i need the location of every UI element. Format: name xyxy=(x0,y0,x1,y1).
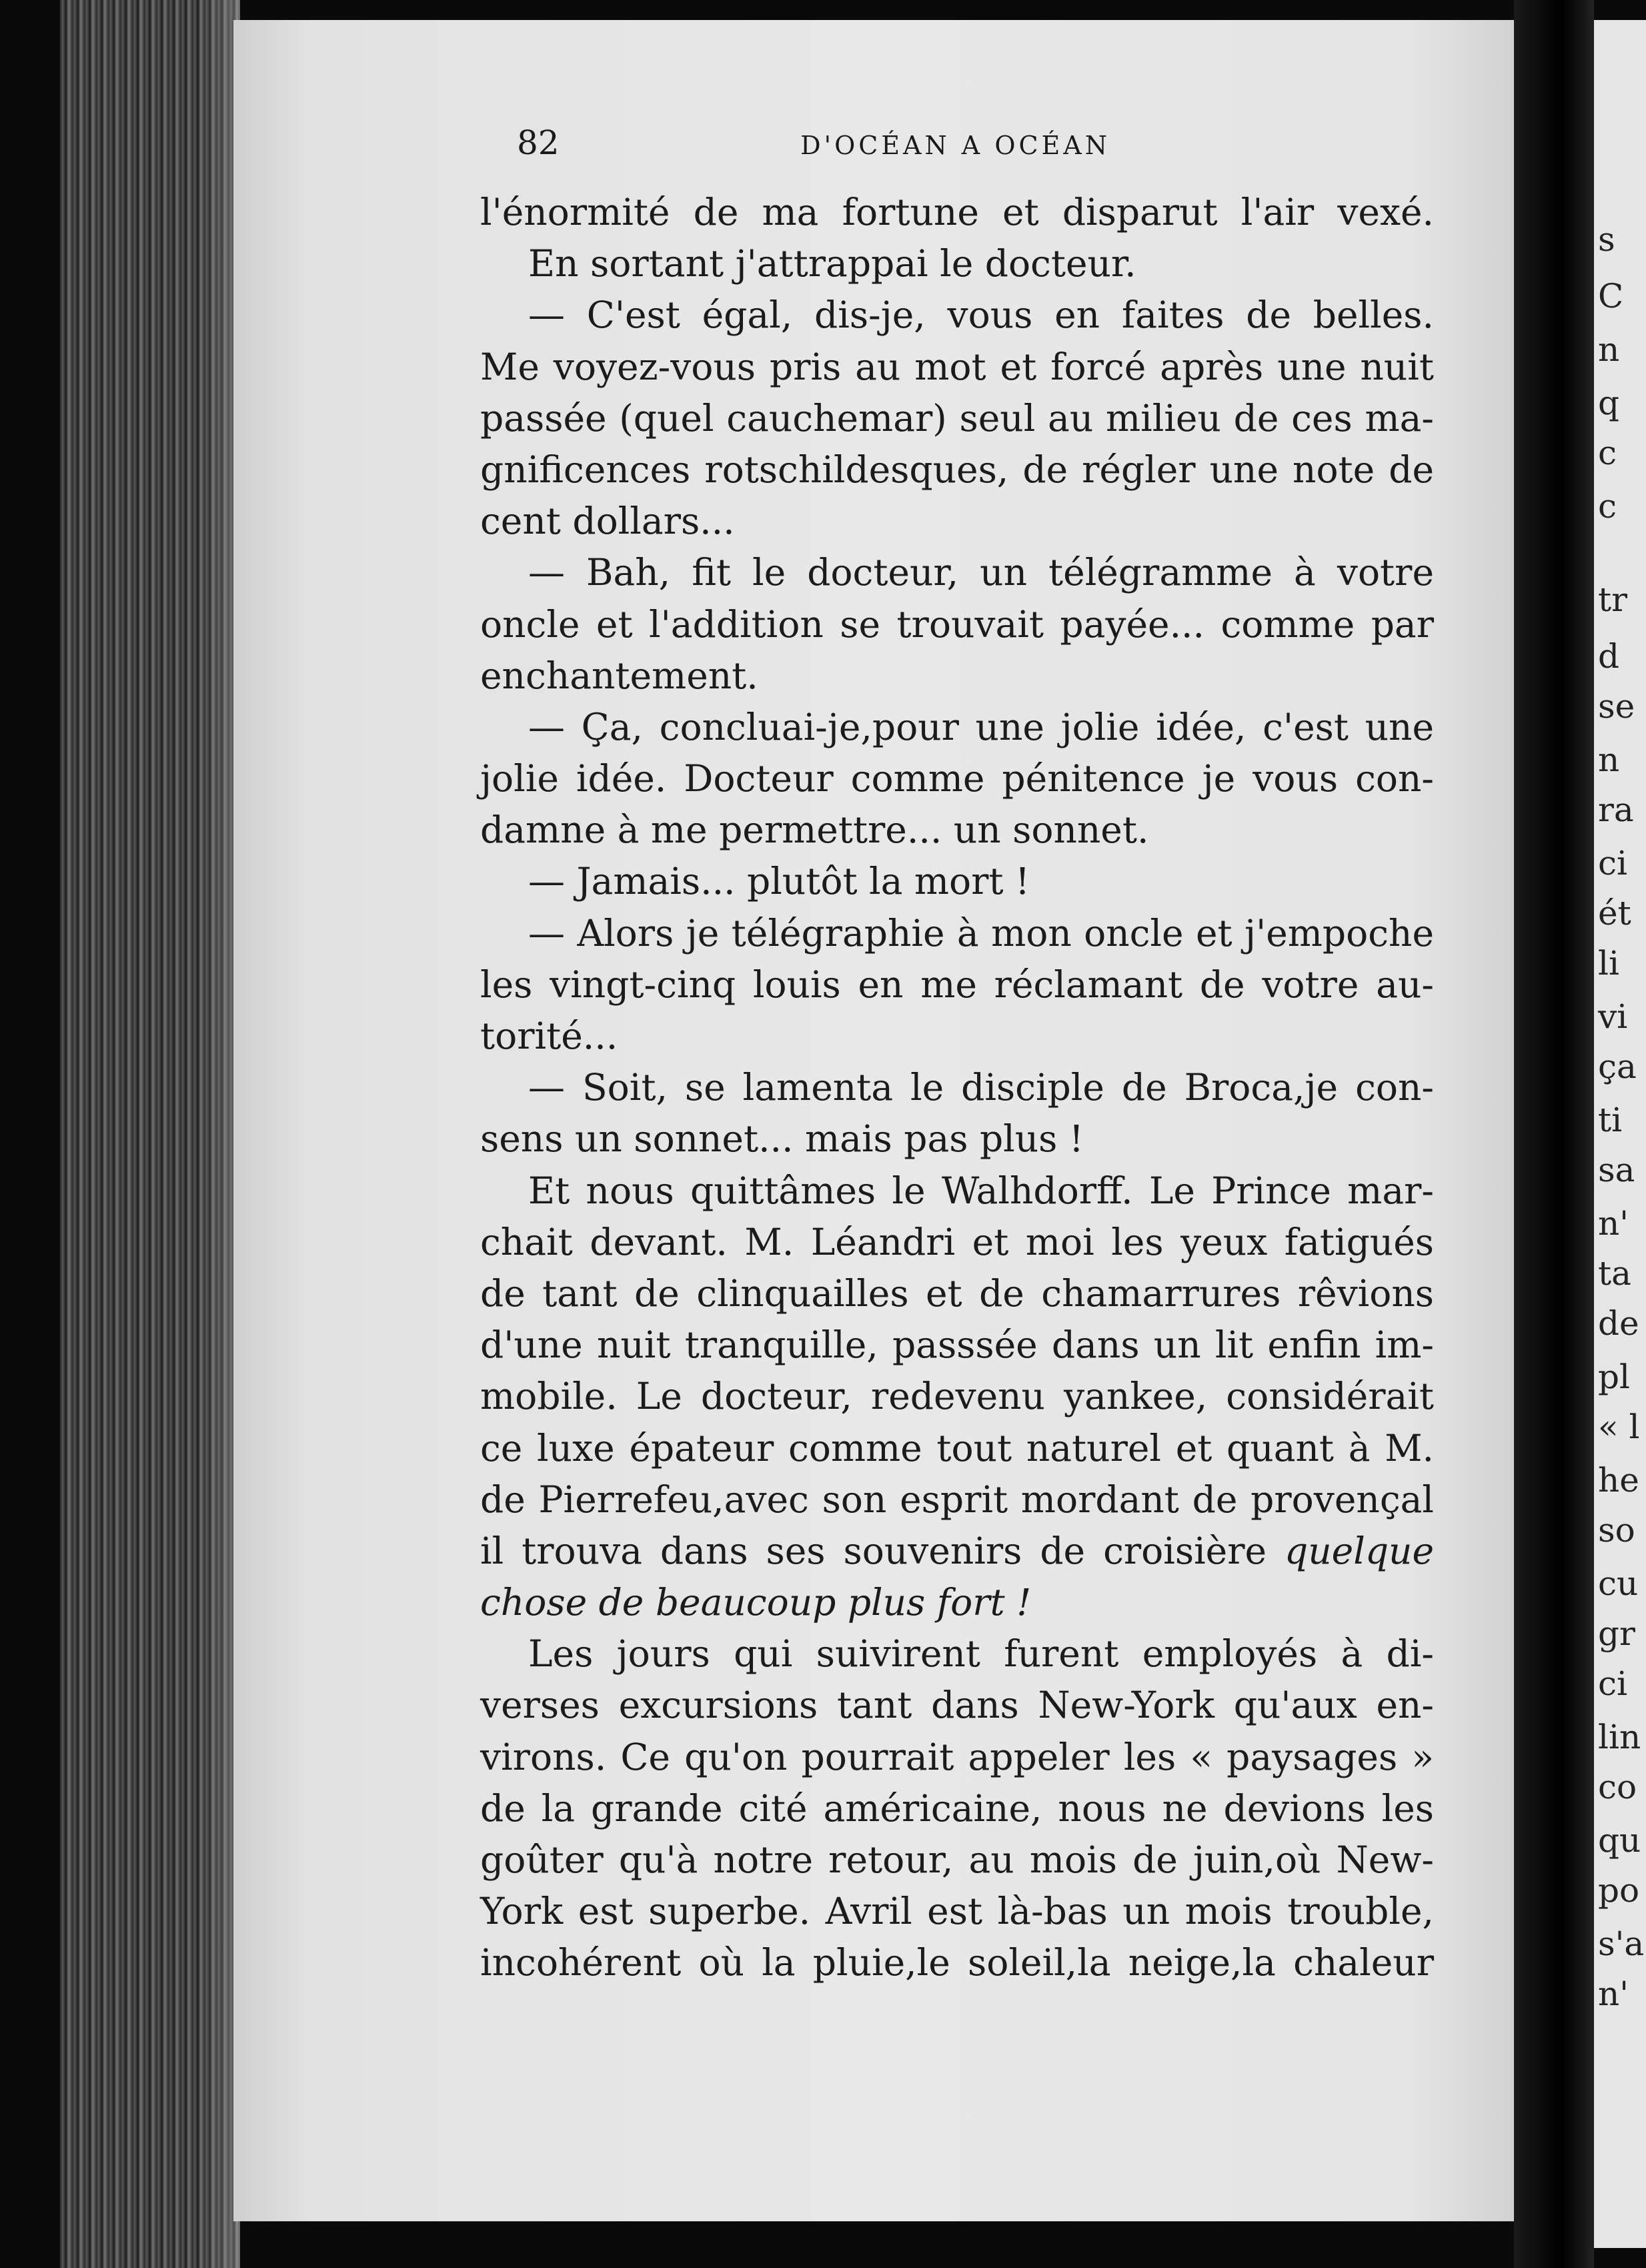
text-line xyxy=(480,1268,1434,1319)
text-line xyxy=(480,753,1434,804)
facing-page-fragment: se xyxy=(1598,687,1635,726)
facing-page-fragment: po xyxy=(1598,1871,1640,1910)
text-line xyxy=(480,187,1434,238)
text-line xyxy=(480,1834,1434,1886)
page-number: 82 xyxy=(517,123,560,162)
facing-page-fragment: sa xyxy=(1598,1151,1635,1189)
text-line xyxy=(480,856,1434,907)
text-line-content: En sortant j'attrappai le docteur. xyxy=(528,242,1136,286)
text-line xyxy=(480,1371,1434,1422)
text-line xyxy=(480,1217,1434,1268)
facing-page-fragment: C xyxy=(1598,277,1624,316)
text-line xyxy=(480,1886,1434,1937)
text-line xyxy=(480,496,1434,547)
text-line xyxy=(480,1526,1434,1577)
text-line-content: — Jamais... plutôt la mort ! xyxy=(528,860,1030,903)
text-line-content: enchantement. xyxy=(480,654,758,697)
text-line xyxy=(480,1319,1434,1371)
text-line xyxy=(480,393,1434,444)
italic-phrase: quelque xyxy=(1285,1529,1434,1572)
text-line-content: Les jours qui suivirent furent employés à di- xyxy=(528,1632,1434,1676)
facing-page-fragment: ta xyxy=(1598,1254,1631,1293)
text-line-content: d'une nuit tranquille, passsée dans un lit enfin im- xyxy=(480,1323,1434,1367)
text-line-content: — Ça, concluai-je,pour une jolie idée, c'est une xyxy=(528,705,1434,748)
text-line-content: Et nous quittâmes le Walhdorff. Le Prince mar- xyxy=(528,1169,1434,1212)
text-line-content: goûter qu'à notre retour, au mois de juin,où New- xyxy=(480,1838,1434,1881)
facing-page-fragment: pl xyxy=(1598,1357,1630,1396)
text-line xyxy=(480,599,1434,650)
text-line xyxy=(480,1474,1434,1526)
text-line xyxy=(480,959,1434,1011)
facing-page-fragment: ça xyxy=(1598,1047,1637,1086)
facing-page-fragment: ti xyxy=(1598,1101,1623,1139)
facing-page-fragment: ét xyxy=(1598,894,1631,933)
facing-page-fragment: so xyxy=(1598,1511,1635,1550)
running-title: D'OCÉAN A OCÉAN xyxy=(800,131,1110,160)
text-line xyxy=(480,1732,1434,1783)
text-line xyxy=(480,444,1434,496)
facing-page-fragment: he xyxy=(1598,1461,1639,1500)
facing-page-fragment: n' xyxy=(1598,1974,1629,2013)
facing-page-fragment: « l xyxy=(1598,1407,1640,1446)
facing-page-fragment: tr xyxy=(1598,580,1627,619)
facing-page-fragment: n xyxy=(1598,330,1620,369)
facing-page-fragment: d xyxy=(1598,637,1620,676)
text-line-content: damne à me permettre... un sonnet. xyxy=(480,808,1149,852)
text-line-content: mobile. Le docteur, redevenu yankee, considérait xyxy=(480,1375,1434,1418)
facing-page-fragment: cu xyxy=(1598,1564,1639,1603)
text-line-content: de tant de clinquailles et de chamarrures rêvions xyxy=(480,1271,1434,1315)
text-line-content: il trouva dans ses souvenirs de croisière xyxy=(480,1529,1267,1572)
text-line xyxy=(480,1680,1434,1731)
facing-page-fragment: n xyxy=(1598,740,1620,779)
text-line-content: — Soit, se lamenta le disciple de Broca,je con- xyxy=(528,1066,1434,1109)
text-line-content: Me voyez-vous pris au mot et forcé après une nuit xyxy=(480,345,1434,388)
text-line-content: de la grande cité américaine, nous ne devions les xyxy=(480,1786,1434,1830)
text-line-content: oncle et l'addition se trouvait payée... comme par xyxy=(480,602,1434,646)
facing-page-fragment: lin xyxy=(1598,1718,1641,1756)
text-line-content: torité... xyxy=(480,1015,618,1057)
facing-page-fragment: qu xyxy=(1598,1821,1641,1860)
body-text xyxy=(480,187,1434,1989)
text-line xyxy=(480,1011,1434,1062)
text-line-content: York est superbe. Avril est là-bas un mois trouble, xyxy=(480,1890,1434,1933)
text-line xyxy=(480,1062,1434,1113)
text-line-content: — Bah, fit le docteur, un télégramme à votre xyxy=(528,551,1434,594)
facing-page-fragment: s'a xyxy=(1598,1924,1645,1963)
text-line xyxy=(480,1113,1434,1165)
facing-page-fragment: c xyxy=(1598,434,1617,472)
text-line xyxy=(480,1577,1434,1628)
facing-page-fragment: c xyxy=(1598,487,1617,526)
text-line-content: cent dollars... xyxy=(480,500,735,543)
text-line-content: ce luxe épateur comme tout naturel et quant à M. xyxy=(480,1426,1434,1470)
text-line-content: — Alors je télégraphie à mon oncle et j'empoche xyxy=(528,911,1434,955)
text-line xyxy=(480,650,1434,702)
text-line xyxy=(480,238,1434,290)
text-line-content: chait devant. M. Léandri et moi les yeux fatigués xyxy=(480,1220,1434,1263)
text-line-content: incohérent où la pluie,le soleil,la neige,la chaleur xyxy=(480,1941,1434,1985)
facing-page-fragment: ra xyxy=(1598,790,1634,829)
facing-page-fragment: ci xyxy=(1598,844,1627,883)
text-line-content: l'énormité de ma fortune et disparut l'air vexé. xyxy=(480,191,1434,233)
facing-page-fragment: ci xyxy=(1598,1664,1627,1703)
book-page-edges xyxy=(60,0,240,2268)
text-line-content: les vingt-cinq louis en me réclamant de votre au- xyxy=(480,963,1434,1006)
facing-page-edge xyxy=(1594,20,1646,2248)
text-line-content: virons. Ce qu'on pourrait appeler les « paysages » xyxy=(480,1735,1434,1778)
text-line xyxy=(480,547,1434,598)
facing-page-fragment: vi xyxy=(1598,997,1628,1036)
text-line xyxy=(480,908,1434,959)
facing-page-fragment: s xyxy=(1598,220,1615,259)
facing-page-fragment: gr xyxy=(1598,1614,1635,1653)
text-line-content: sens un sonnet... mais pas plus ! xyxy=(480,1117,1084,1161)
text-line xyxy=(480,1783,1434,1834)
text-line-content: jolie idée. Docteur comme pénitence je vous con- xyxy=(480,757,1434,800)
text-line-content: passée (quel cauchemar) seul au milieu de ces ma- xyxy=(480,396,1434,440)
text-line xyxy=(480,290,1434,341)
italic-phrase: chose de beaucoup plus fort ! xyxy=(480,1581,1032,1624)
text-line xyxy=(480,1165,1434,1217)
text-line xyxy=(480,1937,1434,1989)
text-line-content: — C'est égal, dis-je, vous en faites de belles. xyxy=(528,294,1434,337)
text-line xyxy=(480,702,1434,753)
text-line-content: verses excursions tant dans New-York qu'aux en- xyxy=(480,1684,1434,1727)
text-line xyxy=(480,804,1434,856)
facing-page-fragment: n' xyxy=(1598,1204,1629,1243)
book-gutter xyxy=(1514,0,1594,2268)
facing-page-fragment: co xyxy=(1598,1768,1637,1806)
facing-page-fragment: li xyxy=(1598,944,1619,983)
facing-page-fragment: de xyxy=(1598,1304,1639,1343)
running-head xyxy=(517,123,1457,162)
text-line-content: de Pierrefeu,avec son esprit mordant de provençal xyxy=(480,1478,1434,1521)
facing-page-fragment: q xyxy=(1598,384,1620,422)
text-line xyxy=(480,1628,1434,1680)
text-line xyxy=(480,342,1434,393)
text-line xyxy=(480,1423,1434,1474)
text-line-content: gnificences rotschildesques, de régler une note de xyxy=(480,448,1434,491)
